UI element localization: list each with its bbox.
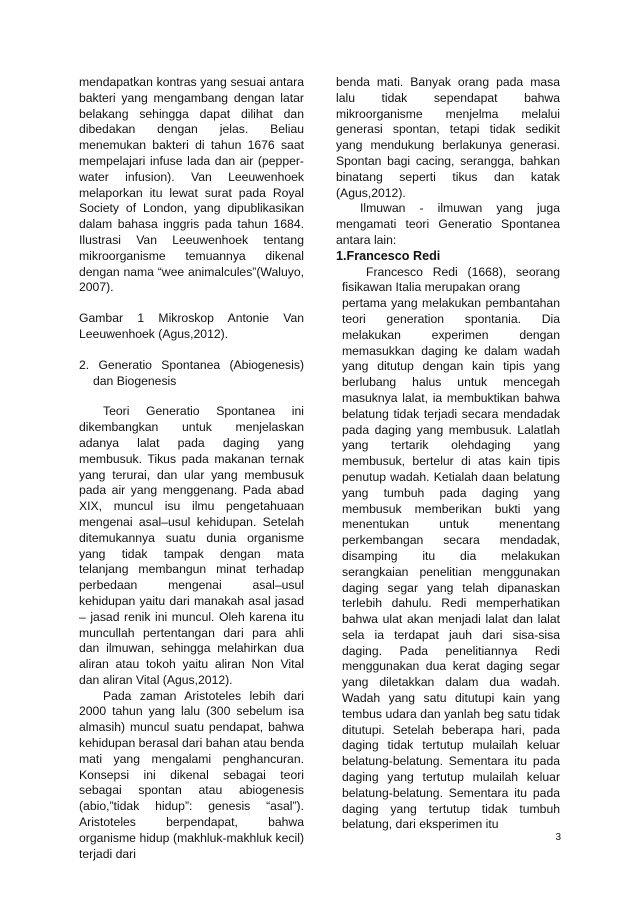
page-number: 3 bbox=[555, 832, 561, 843]
ilmuwan-paragraph: Ilmuwan - ilmuwan yang juga mengamati teori Generatio Spontanea antara lain: bbox=[336, 201, 560, 247]
aristoteles-paragraph: Pada zaman Aristoteles lebih dari 2000 tahun yang lalu (300 sebelum isa almasih) muncul suatu pendapat, bahwa kehidupan berasal dari bahan atau benda mati yang mengalami penghancuran. Konsepsi ini dikenal sebagai teori sebagai spontan atau abiogenesis (abio,”tidak hidup”: genesis “asal”). Aristoteles berpendapat, bahwa organisme hidup (makhluk-makhluk kecil) terjadi dari bbox=[79, 688, 304, 861]
continuation-paragraph: benda mati. Banyak orang pada masa lalu tidak sependapat bahwa mikroorganisme menjelma melalui generasi spontan, tetapi tidak sedikit yang mendukung berlakunya generasi. Spontan bagi cacing, serangga, bahkan binatang seperti tikus dan katak (Agus,2012). bbox=[336, 75, 560, 200]
redi-paragraph-body: pertama yang melakukan pembantahan teori generation spontania. Dia melakukan experimen dengan memasukkan daging ke dalam wadah yang ditutup dengan kain tipis yang berlubang halus untuk mencegah masuknya lalat, ia membuktikan bahwa belatung tidak terjadi secara mendadak pada daging yang membusuk. Lalatlah yang tertarik olehdaging yang membusuk, bertelur di atas kain tipis penutup wadah. Ketialah daan belatung yang tumbuh pada daging yang membusuk memberikan bukti yang menentukan untuk menentang perkembangan secara mendadak, disamping itu dia melakukan serangkaian penelitian menggunakan daging segar yang telah dipanaskan terlebih dahulu. Redi memperhatikan bahwa ulat akan menjadi lalat dan lalat sela ia terdapat jauh dari sisa-sisa daging. Pada penelitiannya Redi menggunakan dua kerat daging segar yang diletakkan dalam dua wadah. Wadah yang satu ditutupi kain yang tembus udara dan yanlah beg satu tidak ditutupi. Setelah beberapa hari, pada daging tidak tertutup mulailah keluar belatung-belatung. Sementara itu pada daging yang tertutup mulailah keluar belatung-belatung. Sementara itu pada daging yang tertutup tidak tumbuh belatung, dari eksperimen itu bbox=[342, 296, 560, 832]
subheading-francesco-redi: 1.Francesco Redi bbox=[336, 248, 441, 263]
figure-caption: Gambar 1 Mikroskop Antonie Van Leeuwenhoek (Agus,2012). bbox=[79, 311, 304, 341]
left-column bbox=[79, 75, 304, 862]
intro-paragraph: mendapatkan kontras yang sesuai antara bakteri yang mengambang dengan latar belakang sehingga dapat dilihat dan dibedakan dengan jelas. Beliau menemukan bakteri di tahun 1676 saat mempelajari infuse lada dan air (pepper-water infusion). Van Leeuwenhoek melaporkan itu lewat surat pada Royal Society of London, yang dipublikasikan dalam bahasa inggris pada tahun 1684. Ilustrasi Van Leeuwenhoek tentang mikroorganisme temuannya dikenal dengan nama “wee animalcules”(Waluyo, 2007). bbox=[79, 75, 304, 295]
teori-paragraph: Teori Generatio Spontanea ini dikembangkan untuk menjelaskan adanya lalat pada daging yang membusuk. Tikus pada makanan ternak yang terurai, dan ular yang membusuk pada air yang menggenang. Pada abad XIX, muncul isu ilmu pengetahuaan mengenai asal–usul kehidupan. Setelah ditemukannya suatu dunia organisme yang tidak tampak dengan mata telanjang membangun minat terhadap perbedaan mengenai asal–usul kehidupan yaitu dari manakah asal jasad – jasad renik ini muncul. Oleh karena itu muncullah pertentangan dari para ahli dan ilmuwan, sehingga melahirkan dua aliran atau tokoh yaitu aliran Non Vital dan aliran Vital (Agus,2012). bbox=[79, 404, 304, 687]
redi-paragraph-intro: Francesco Redi (1668), seorang fisikawan Italia merupakan orang bbox=[342, 264, 560, 295]
section-heading: 2. Generatio Spontanea (Abiogenesis) dan Biogenesis bbox=[79, 357, 304, 388]
right-column bbox=[336, 75, 560, 833]
